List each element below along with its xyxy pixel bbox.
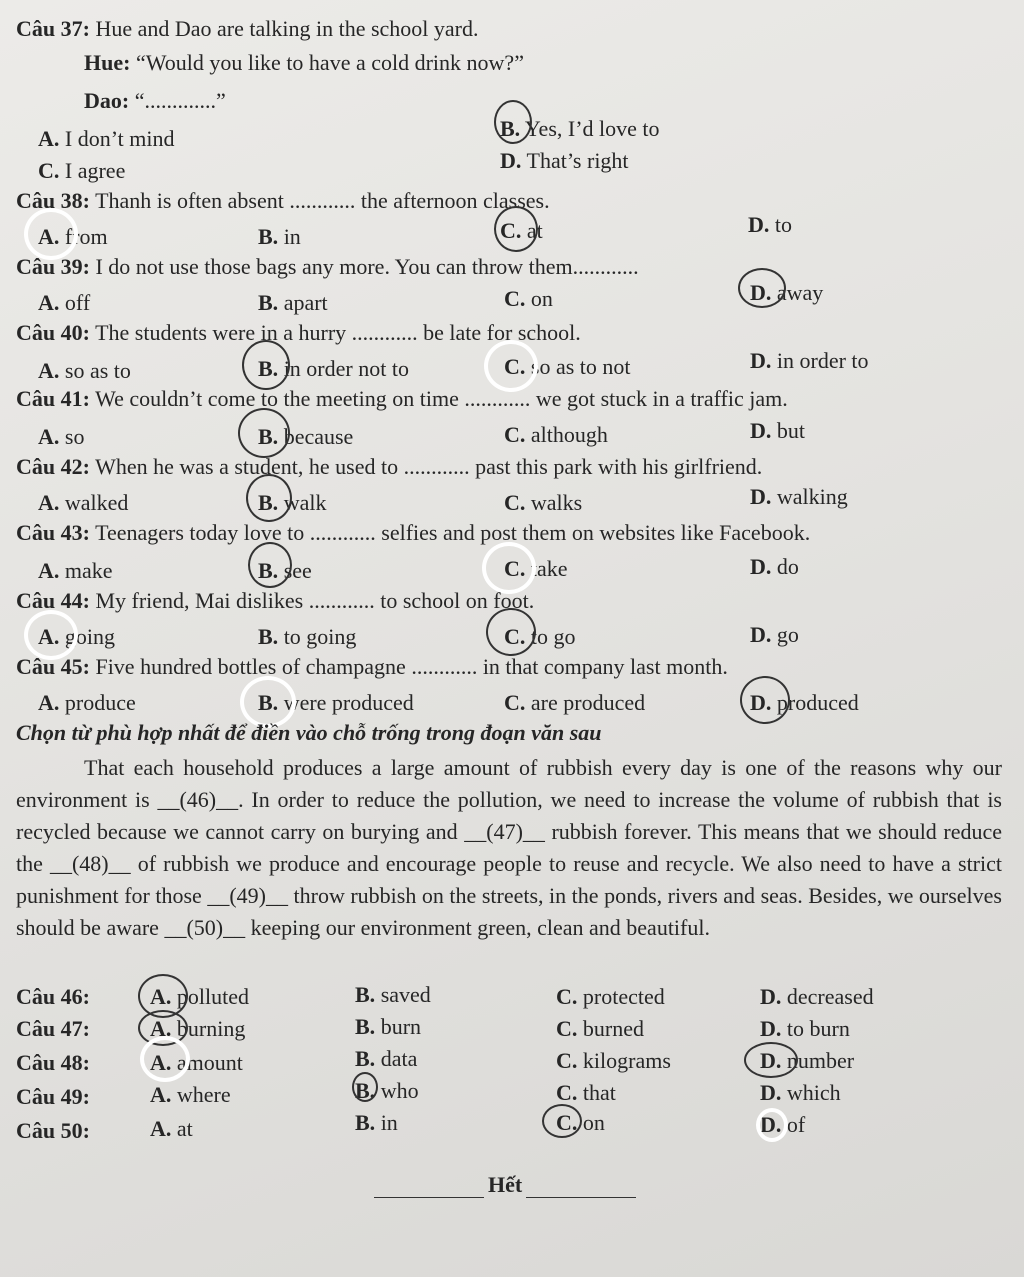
- option-37-a[interactable]: A. I don’t mind: [38, 126, 175, 151]
- white-answer-circle-43: [482, 542, 536, 594]
- option-39-a[interactable]: A. off: [38, 290, 91, 315]
- question-37: Câu 37: Hue and Dao are talking in the school yard.: [16, 16, 479, 41]
- answer-circle-45: [740, 676, 790, 724]
- option-48-b[interactable]: B. data: [355, 1046, 418, 1071]
- option-41-a[interactable]: A. so: [38, 424, 85, 449]
- option-42-b[interactable]: B. walk: [258, 490, 327, 515]
- option-46-d[interactable]: D. decreased: [760, 984, 874, 1009]
- answer-circle-44: [486, 608, 536, 656]
- question-50: Câu 50:: [16, 1118, 90, 1143]
- option-43-b[interactable]: B. see: [258, 558, 312, 583]
- white-answer-circle-38: [24, 208, 78, 260]
- question-42: Câu 42: When he was a student, he used to ............ past this park with his girlfriend.: [16, 454, 763, 479]
- option-49-d[interactable]: D. which: [760, 1080, 841, 1105]
- option-38-d[interactable]: D. to: [748, 212, 793, 237]
- section-heading: Chọn từ phù hợp nhất để điền vào chỗ trống trong đoạn văn sau: [16, 720, 602, 745]
- option-40-b[interactable]: B. in order not to: [258, 356, 409, 381]
- answer-circle-48: [744, 1042, 798, 1078]
- option-45-d[interactable]: D. produced: [750, 690, 859, 715]
- white-answer-circle-50: [756, 1108, 788, 1142]
- option-44-b[interactable]: B. to going: [258, 624, 357, 649]
- option-46-c[interactable]: C. protected: [556, 984, 665, 1009]
- option-47-b[interactable]: B. burn: [355, 1014, 422, 1039]
- option-39-d[interactable]: D. away: [750, 280, 824, 305]
- answer-circle-40: [242, 340, 290, 390]
- white-answer-circle-48: [140, 1036, 190, 1082]
- option-38-b[interactable]: B. in: [258, 224, 301, 249]
- option-42-a[interactable]: A. walked: [38, 490, 129, 515]
- question-48: Câu 48:: [16, 1050, 90, 1075]
- option-43-d[interactable]: D. do: [750, 554, 799, 579]
- question-43: Câu 43: Teenagers today love to ............ selfies and post them on websites like Facebook.: [16, 520, 811, 545]
- answer-circle-49: [352, 1072, 378, 1102]
- option-49-a[interactable]: A. where: [150, 1082, 231, 1107]
- option-37-b[interactable]: B. Yes, I’d love to: [500, 116, 660, 141]
- option-49-c[interactable]: C. that: [556, 1080, 616, 1105]
- option-48-c[interactable]: C. kilograms: [556, 1048, 671, 1073]
- footer-rule-right: [526, 1197, 636, 1198]
- footer-rule-left: [374, 1197, 484, 1198]
- option-47-a[interactable]: A. burning: [150, 1016, 246, 1041]
- answer-circle-42: [246, 474, 292, 522]
- option-48-d[interactable]: D. number: [760, 1048, 855, 1073]
- end-label: Hết: [488, 1172, 523, 1197]
- answer-circle-39: [738, 268, 786, 308]
- option-43-c[interactable]: C. take: [504, 556, 568, 581]
- option-44-c[interactable]: C. to go: [504, 624, 576, 649]
- option-38-c[interactable]: C. at: [500, 218, 543, 243]
- option-46-b[interactable]: B. saved: [355, 982, 431, 1007]
- option-43-a[interactable]: A. make: [38, 558, 113, 583]
- answer-circle-43: [248, 542, 292, 588]
- white-answer-circle-40: [484, 340, 538, 392]
- white-answer-circle-44: [24, 610, 78, 660]
- option-47-c[interactable]: C. burned: [556, 1016, 644, 1041]
- option-41-c[interactable]: C. although: [504, 422, 608, 447]
- option-50-b[interactable]: B. in: [355, 1110, 398, 1135]
- option-44-d[interactable]: D. go: [750, 622, 799, 647]
- option-45-c[interactable]: C. are produced: [504, 690, 646, 715]
- option-50-d[interactable]: D. of: [760, 1112, 806, 1137]
- option-47-d[interactable]: D. to burn: [760, 1016, 850, 1041]
- question-41: Câu 41: We couldn’t come to the meeting on time ............ we got stuck in a traffic jam.: [16, 386, 788, 411]
- question-38: Câu 38: Thanh is often absent ............ the afternoon classes.: [16, 188, 550, 213]
- answer-circle-41: [238, 408, 290, 458]
- question-44: Câu 44: My friend, Mai dislikes ............ to school on foot.: [16, 588, 535, 613]
- question-47: Câu 47:: [16, 1016, 90, 1041]
- option-50-a[interactable]: A. at: [150, 1116, 193, 1141]
- option-41-b[interactable]: B. because: [258, 424, 354, 449]
- option-44-a[interactable]: A. going: [38, 624, 116, 649]
- answer-circle-38: [494, 206, 538, 252]
- option-50-c[interactable]: C. on: [556, 1110, 605, 1135]
- option-42-c[interactable]: C. walks: [504, 490, 583, 515]
- question-40: Câu 40: The students were in a hurry ............ be late for school.: [16, 320, 581, 345]
- option-40-c[interactable]: C. so as to not: [504, 354, 631, 379]
- dialogue-hue: Hue: “Would you like to have a cold drink now?”: [84, 50, 524, 75]
- option-41-d[interactable]: D. but: [750, 418, 806, 443]
- option-37-d[interactable]: D. That’s right: [500, 148, 629, 173]
- option-46-a[interactable]: A. polluted: [150, 984, 249, 1009]
- question-39: Câu 39: I do not use those bags any more. You can throw them............: [16, 254, 639, 279]
- option-45-a[interactable]: A. produce: [38, 690, 136, 715]
- dialogue-dao: Dao: “.............”: [84, 88, 226, 113]
- option-37-c[interactable]: C. I agree: [38, 158, 126, 183]
- option-45-b[interactable]: B. were produced: [258, 690, 414, 715]
- answer-circle-50: [542, 1104, 582, 1138]
- option-39-b[interactable]: B. apart: [258, 290, 328, 315]
- question-45: Câu 45: Five hundred bottles of champagne ............ in that company last month.: [16, 654, 728, 679]
- option-40-d[interactable]: D. in order to: [750, 348, 869, 373]
- answer-circle-37: [494, 100, 532, 144]
- end-marker: [370, 1172, 640, 1198]
- option-40-a[interactable]: A. so as to: [38, 358, 131, 383]
- question-46: Câu 46:: [16, 984, 90, 1009]
- question-49: Câu 49:: [16, 1084, 90, 1109]
- option-49-b[interactable]: B. who: [355, 1078, 419, 1103]
- option-38-a[interactable]: A. from: [38, 224, 108, 249]
- option-39-c[interactable]: C. on: [504, 286, 553, 311]
- option-48-a[interactable]: A. amount: [150, 1050, 243, 1075]
- reading-passage: That each household produces a large amount of rubbish every day is one of the reasons why our environment is __(46)__. In order to reduce the pollution, we need to increase the volume of rubbish that is recycled because we cannot carry on burying and __(47)__ rubbish forever. This means that we should reduce the __(48)__ of rubbish we produce and encourage people to reuse and recycle. We also need to have a strict punishment for those __(49)__ throw rubbish on the streets, in the ponds, rivers and seas. Besides, we ourselves should be aware __(50)__ keeping our environment green, clean and beautiful.: [16, 755, 1002, 940]
- option-42-d[interactable]: D. walking: [750, 484, 848, 509]
